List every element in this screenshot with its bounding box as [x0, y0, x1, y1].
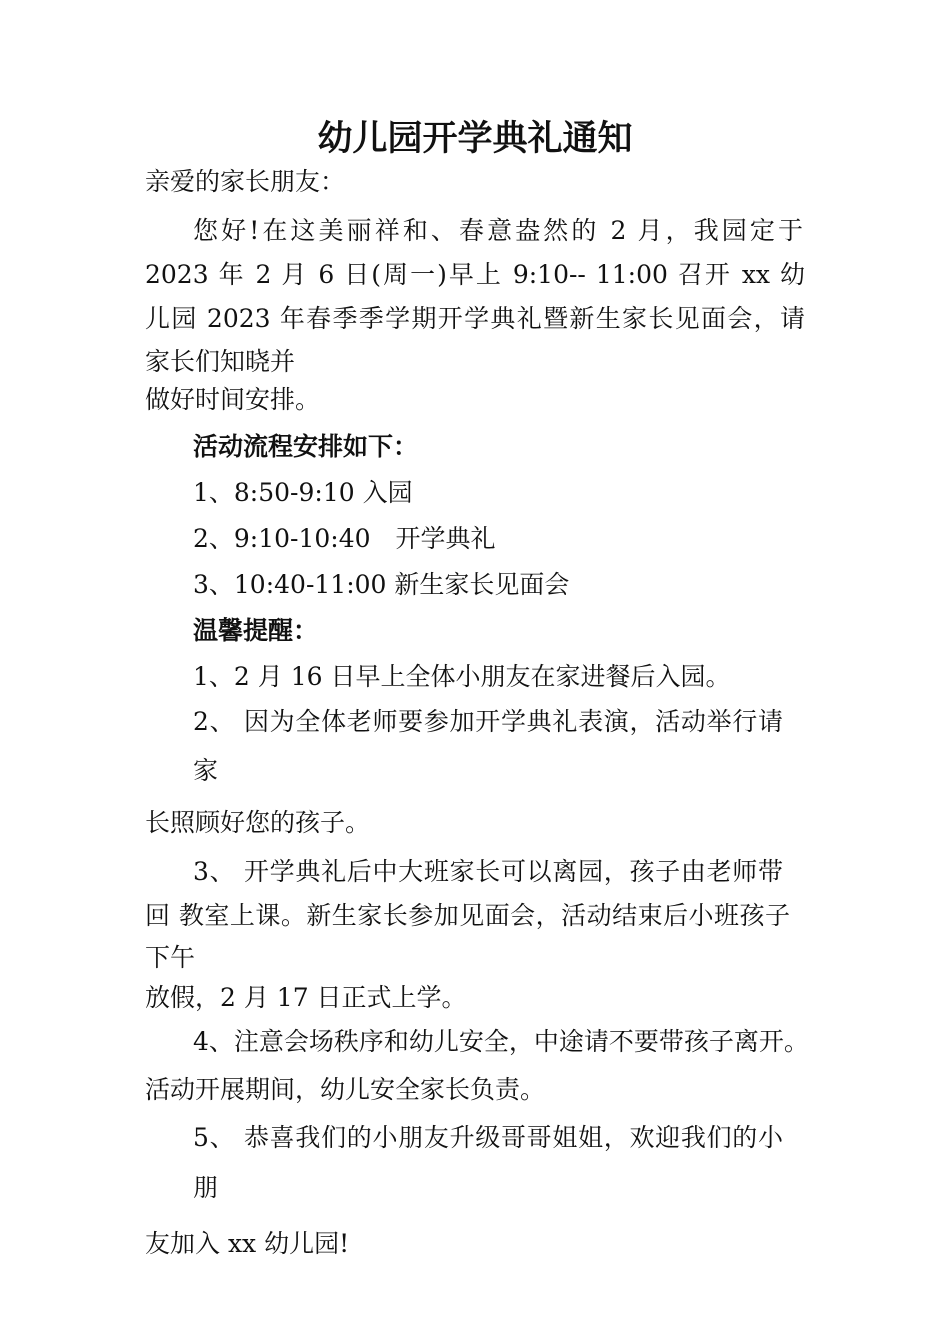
reminder-item: 长照顾好您的孩子。 [145, 808, 371, 837]
schedule-item: 2、9:10-10:40 开学典礼 [193, 524, 496, 553]
reminder-item: 活动开展期间，幼儿安全家长负责。 [145, 1075, 546, 1104]
schedule-heading: 活动流程安排如下： [193, 432, 419, 461]
greeting: 亲爱的家长朋友： [145, 167, 346, 196]
intro-line: 2023 年 2 月 6 日(周一)早上 9:10-- 11:00 召开 xx 幼 [145, 260, 805, 289]
intro-line: 您好!在这美丽祥和、春意盎然的 2 月，我园定于 [193, 216, 803, 245]
reminder-item: 朋 [193, 1173, 219, 1202]
reminder-item: 放假，2 月 17 日正式上学。 [145, 983, 467, 1012]
reminder-item: 友加入 xx 幼儿园! [145, 1229, 350, 1258]
reminder-item: 家 [193, 756, 219, 785]
document-title: 幼儿园开学典礼通知 [317, 119, 633, 159]
reminder-item: 2、 因为全体老师要参加开学典礼表演，活动举行请 [193, 707, 783, 736]
reminder-item: 5、 恭喜我们的小朋友升级哥哥姐姐，欢迎我们的小 [193, 1123, 783, 1152]
reminder-item: 4、注意会场秩序和幼儿安全，中途请不要带孩子离开。 [193, 1027, 809, 1056]
reminder-item: 1、2 月 16 日早上全体小朋友在家进餐后入园。 [193, 662, 731, 691]
intro-line: 家长们知晓并 [145, 347, 296, 376]
schedule-item: 1、8:50-9:10 入园 [193, 478, 413, 507]
intro-line: 做好时间安排。 [145, 385, 321, 414]
reminders-heading: 温馨提醒： [193, 616, 319, 645]
intro-line: 儿园 2023 年春季季学期开学典礼暨新生家长见面会，请 [145, 304, 805, 333]
reminder-item: 3、 开学典礼后中大班家长可以离园，孩子由老师带 [193, 857, 783, 886]
schedule-item: 3、10:40-11:00 新生家长见面会 [193, 570, 570, 599]
reminder-item: 回 教室上课。新生家长参加见面会，活动结束后小班孩子 [145, 901, 790, 930]
reminder-item: 下午 [145, 943, 196, 972]
